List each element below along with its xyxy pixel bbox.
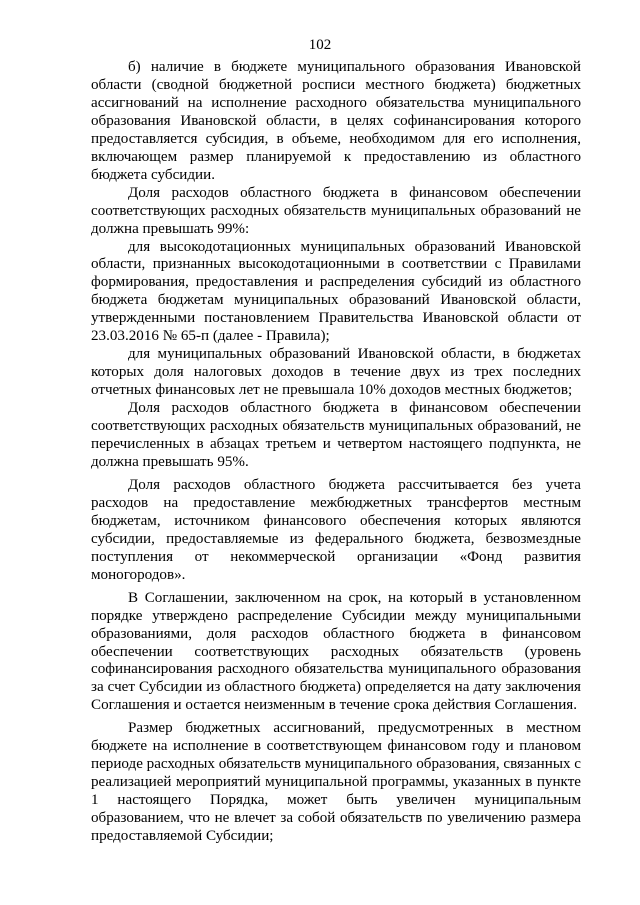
paragraph-3: для высокодотационных муниципальных образований Ивановской области, признанных высокодотационными в соответствии с Правилами формирования, предоставления и распределения субсидий из областного бюджета бюджетам муниципальных образований Ивановской области, утвержденными постановлением Правительства Ивановской области от 23.03.2016 № 65-п (далее - Правила);: [91, 238, 581, 345]
paragraph-2: Доля расходов областного бюджета в финансовом обеспечении соответствующих расходных обязательств муниципальных образований не должна превышать 99%:: [91, 184, 581, 237]
paragraph-4: для муниципальных образований Ивановской области, в бюджетах которых доля налоговых доходов в течение двух из трех последних отчетных финансовых лет не превышала 10% доходов местных бюджетов;: [91, 346, 581, 399]
paragraph-8: Размер бюджетных ассигнований, предусмотренных в местном бюджете на исполнение в соответствующем финансовом году и плановом периоде расходных обязательств муниципального образования, связанных с реализацией мероприятий муниципальной программы, указанных в пункте 1 настоящего Порядка, может быть увеличен муниципальным образованием, что не влечет за собой обязательств по увеличению размера предоставляемой Субсидии;: [91, 720, 581, 845]
paragraph-5: Доля расходов областного бюджета в финансовом обеспечении соответствующих расходных обязательств муниципальных образований, не перечисленных в абзацах третьем и четвертом настоящего подпункта, не должна превышать 95%.: [91, 400, 581, 470]
page-number: 102: [308, 37, 332, 53]
document-body: [91, 59, 581, 846]
paragraph-1: б) наличие в бюджете муниципального образования Ивановской области (сводной бюджетной росписи местного бюджета) бюджетных ассигнований на исполнение расходного обязательства муниципального образования Ивановской области, в целях софинансирования которого предоставляется субсидия, в объеме, необходимом для его исполнения, включающем размер планируемой к предоставлению из областного бюджета субсидии.: [91, 59, 581, 183]
paragraph-6: Доля расходов областного бюджета рассчитывается без учета расходов на предоставление межбюджетных трансфертов местным бюджетам, источником финансового обеспечения которых являются субсидии, предоставляемые из федерального бюджета, безвозмездные поступления от некоммерческой организации «Фонд развития моногородов».: [91, 476, 581, 583]
paragraph-7: В Соглашении, заключенном на срок, на который в установленном порядке утверждено распределение Субсидии между муниципальными образованиями, доля расходов областного бюджета в финансовом обеспечении соответствующих расходных обязательств (уровень софинансирования расходного обязательства муниципального образования за счет Субсидии из областного бюджета) определяется на дату заключения Соглашения и остается неизменным в течение срока действия Соглашения.: [91, 589, 581, 714]
